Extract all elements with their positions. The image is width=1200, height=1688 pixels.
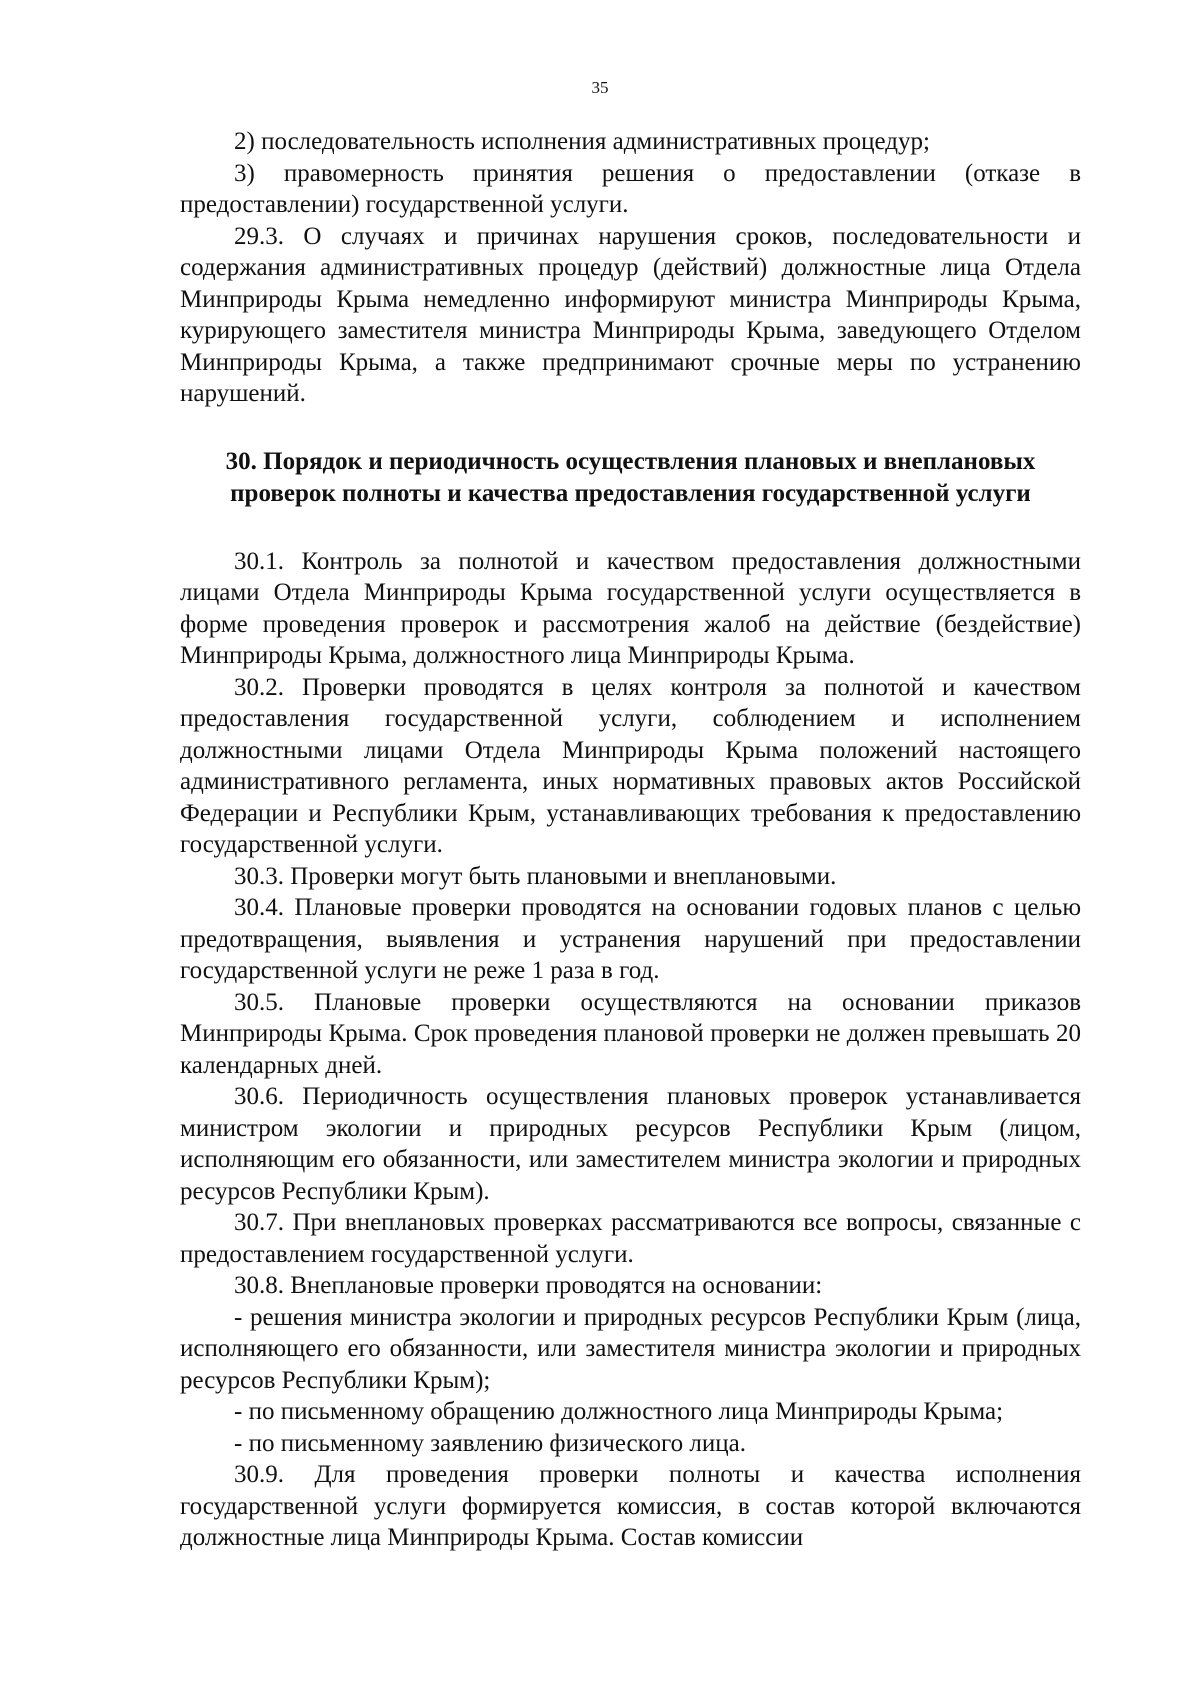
paragraph: 30.5. Плановые проверки осуществляются на основании приказов Минприроды Крыма. Срок проведения плановой проверки не должен превышать 20 календарных дней.: [180, 988, 1081, 1079]
paragraph: 30.4. Плановые проверки проводятся на основании годовых планов с целью предотвращения, выявления и устранения нарушений при предоставлении государственной услуги не реже 1 раза в год.: [180, 894, 1081, 984]
page-number: 35: [591, 78, 609, 97]
paragraph: 30.2. Проверки проводятся в целях контроля за полнотой и качеством предоставления государственной услуги, соблюдением и исполнением должностными лицами Отдела Минприроды Крыма положений настоящего административного регламента, иных нормативных правовых актов Российской Федерации и Республики Крым, устанавливающих требования к предоставлению государственной услуги.: [180, 673, 1081, 858]
paragraph: 30.9. Для проведения проверки полноты и качества исполнения государственной услуги формируется комиссия, в состав которой включаются должностные лица Минприроды Крыма. Состав комиссии: [180, 1461, 1081, 1551]
paragraph: 30.7. При внеплановых проверках рассматриваются все вопросы, связанные с предоставлением государственной услуги.: [180, 1209, 1081, 1268]
list-item: - по письменному заявлению физического лица.: [234, 1429, 746, 1457]
paragraph: 30.8. Внеплановые проверки проводятся на основании:: [234, 1272, 823, 1299]
section-heading: 30. Порядок и периодичность осуществления плановых и внеплановых проверок полноты и качества предоставления государственной услуги: [225, 447, 1036, 507]
paragraph: 30.3. Проверки могут быть плановыми и внеплановыми.: [234, 862, 837, 890]
paragraph: 3) правомерность принятия решения о предоставлении (отказе в предоставлении) государственной услуги.: [180, 159, 1081, 218]
paragraph: 29.3. О случаях и причинах нарушения сроков, последовательности и содержания административных процедур (действий) должностные лица Отдела Минприроды Крыма немедленно информируют министра Минприроды Крыма, курирующего заместителя министра Минприроды Крыма, заведующего Отделом Минприроды Крыма, а также предпринимают срочные меры по устранению нарушений.: [180, 222, 1081, 407]
paragraph: 30.6. Периодичность осуществления плановых проверок устанавливается министром экологии и природных ресурсов Республики Крым (лицом, исполняющим его обязанности, или заместителем министра экологии и природных ресурсов Республики Крым).: [180, 1083, 1081, 1205]
document-body: [180, 126, 1081, 1554]
list-item: - решения министра экологии и природных ресурсов Республики Крым (лица, исполняющего его обязанности, или заместителя министра экологии и природных ресурсов Республики Крым);: [180, 1303, 1081, 1394]
paragraph: 2) последовательность исполнения административных процедур;: [234, 128, 930, 155]
list-item: - по письменному обращению должностного лица Минприроды Крыма;: [234, 1398, 1004, 1425]
paragraph: 30.1. Контроль за полнотой и качеством предоставления должностными лицами Отдела Минприроды Крыма государственной услуги осуществляется в форме проведения проверок и рассмотрения жалоб на действие (бездействие) Минприроды Крыма, должностного лица Минприроды Крыма.: [180, 547, 1081, 669]
